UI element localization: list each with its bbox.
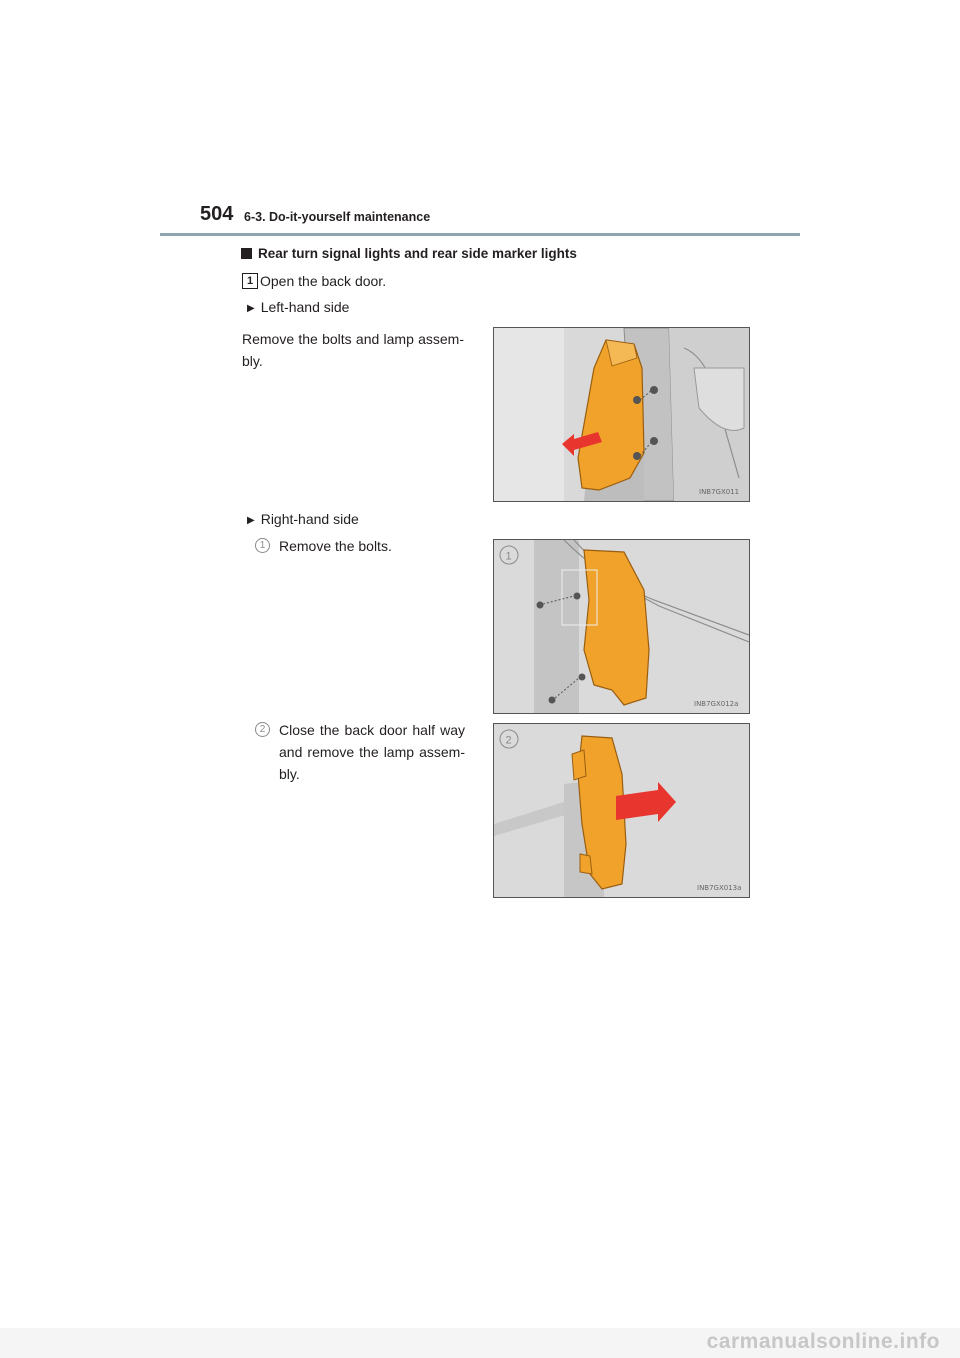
square-bullet-icon [241, 248, 252, 259]
figure-marker-2: 2 [505, 734, 512, 747]
left-side-instruction: Remove the bolts and lamp assem-bly. [242, 331, 464, 369]
section-title: 6-3. Do-it-yourself maintenance [244, 210, 431, 224]
substep-2-badge: 2 [255, 722, 270, 737]
figure-left-hand-side [493, 327, 750, 502]
figure-code-right-2: INB7GX013a [697, 884, 742, 892]
right-side-label [247, 508, 359, 532]
right-side-label-text: Right-hand side [260, 511, 359, 527]
page-number: 504 [200, 203, 234, 225]
triangle-bullet-icon: ▶ [247, 303, 255, 314]
step-1-text: Open the back door. [260, 273, 387, 289]
left-side-label-text: Left-hand side [260, 299, 350, 315]
figure-marker-1: 1 [505, 550, 512, 563]
figure-code-right-1: INB7GX012a [694, 700, 739, 708]
watermark-text: carmanualsonline.info [706, 1330, 940, 1353]
substep-1-badge: 1 [255, 538, 270, 553]
figure-right-hand-side-step-2 [493, 723, 750, 898]
left-side-label [247, 296, 349, 320]
substep-2-text: Close the back door half way and remove the lamp assem-bly. [279, 722, 465, 782]
triangle-bullet-icon: ▶ [247, 515, 255, 526]
subheading-text: Rear turn signal lights and rear side marker lights [258, 246, 577, 261]
header-rule [160, 233, 800, 236]
step-1-badge: 1 [242, 273, 258, 289]
subheading [241, 246, 577, 261]
figure-code-left: INB7GX011 [699, 488, 740, 496]
watermark-bar [0, 1328, 960, 1358]
figure-right-hand-side-step-1 [493, 539, 750, 714]
substep-1-text: Remove the bolts. [279, 538, 392, 554]
